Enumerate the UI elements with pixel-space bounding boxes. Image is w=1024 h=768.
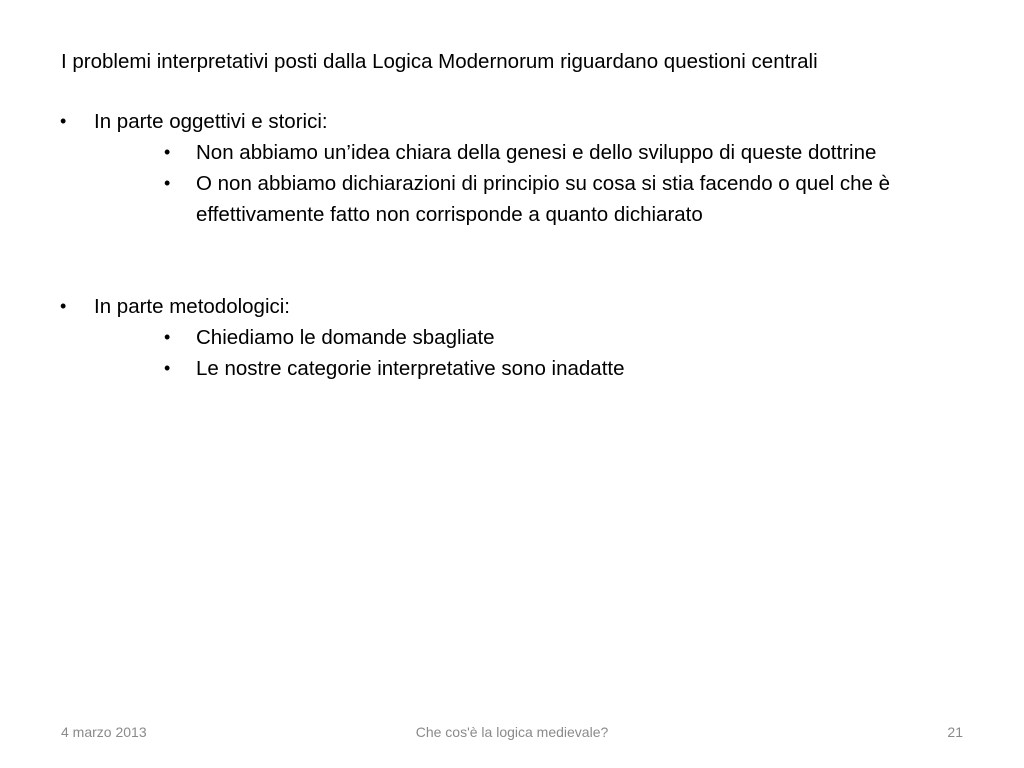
bullet-icon: • (164, 173, 171, 193)
bullet-icon: • (60, 111, 67, 131)
section-heading: In parte metodologici: (94, 295, 291, 318)
bullet-icon: • (60, 296, 67, 316)
sublist-wrapper (61, 137, 941, 230)
sublist-wrapper (61, 322, 941, 384)
list-item-text: Le nostre categorie interpretative sono inadatte (196, 357, 625, 380)
footer-title: Che cos'è la logica medievale? (415, 724, 609, 740)
list-item (61, 353, 941, 384)
section-heading-item (61, 106, 941, 137)
bullet-icon: • (164, 358, 171, 378)
list-item-text: Non abbiamo un’idea chiara della genesi e dello sviluppo di queste dottrine (196, 141, 877, 164)
list-item (61, 322, 941, 353)
slide-intro-text: I problemi interpretativi posti dalla Logica Modernorum riguardano questioni centrali (61, 50, 818, 73)
footer-date: 4 marzo 2013 (61, 724, 147, 740)
section-heading-item (61, 291, 941, 322)
list-item-text: O non abbiamo dichiarazioni di principio su cosa si stia facendo o quel che è effettivamente fatto non corrisponde a quanto dichiarato (196, 172, 890, 226)
bullet-icon: • (164, 327, 171, 347)
list-item (61, 137, 941, 168)
section-heading: In parte oggettivi e storici: (94, 110, 328, 133)
list-item (61, 168, 941, 230)
sublist (61, 137, 941, 230)
footer-page-number: 21 (947, 724, 963, 740)
sublist (61, 322, 941, 384)
slide-body (61, 46, 941, 384)
section-objective-historical (61, 106, 941, 230)
bullet-icon: • (164, 142, 171, 162)
list-item-text: Chiediamo le domande sbagliate (196, 326, 495, 349)
section-methodological (61, 291, 941, 384)
